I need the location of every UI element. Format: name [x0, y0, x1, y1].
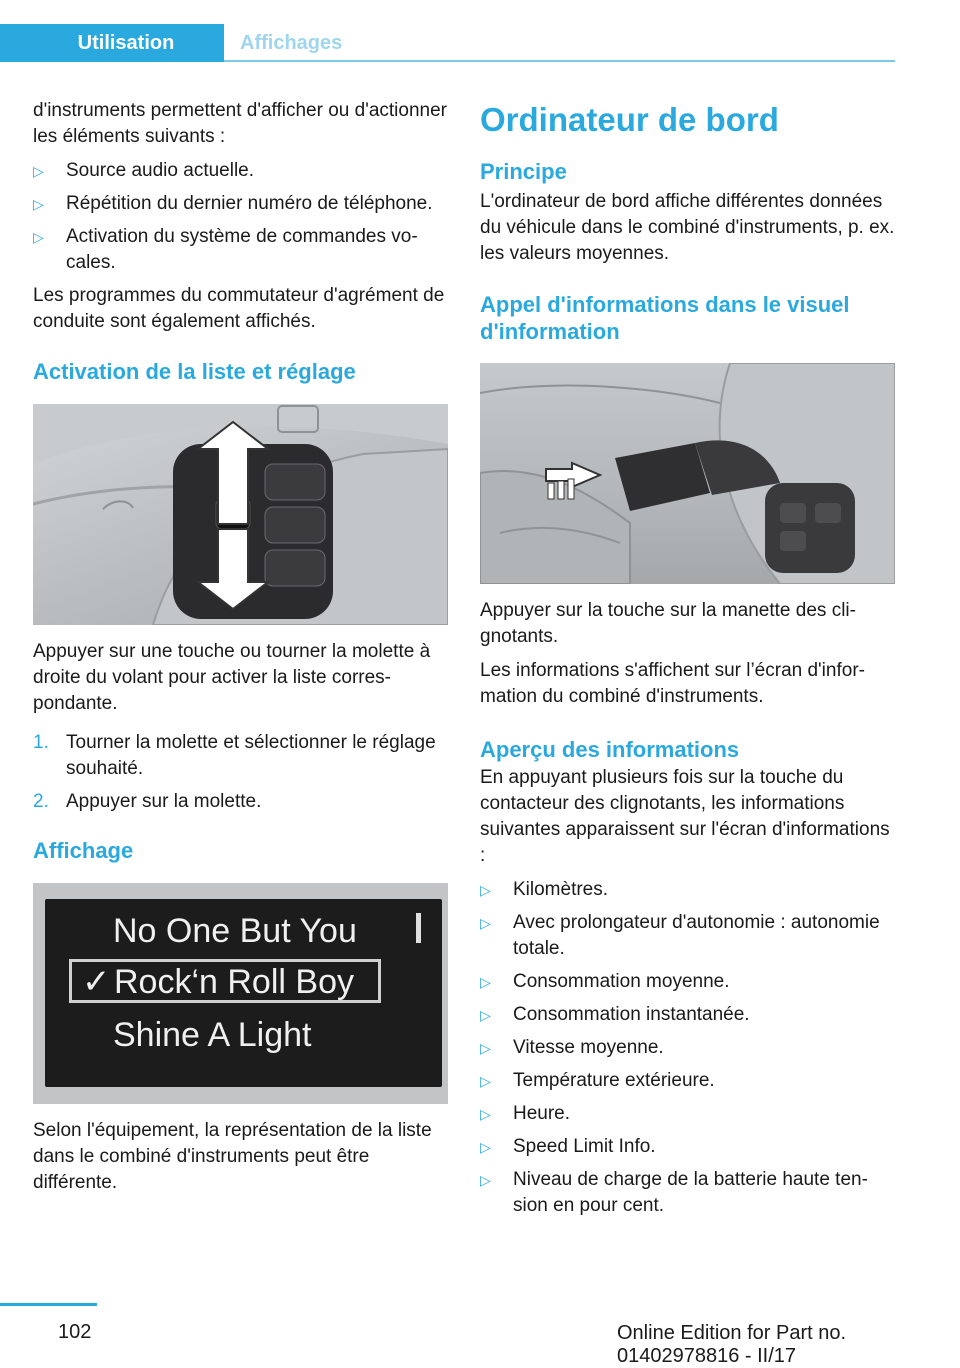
display-item-selected: Rock‘n Roll Boy — [114, 963, 354, 1001]
list-item — [480, 910, 896, 962]
left-column — [33, 98, 449, 1196]
turn-signal-illustration — [480, 363, 895, 584]
list-item-text: Speed Limit Info. — [513, 1136, 656, 1157]
list-item-text: Source audio actuelle. — [66, 160, 255, 181]
triangle-bullet-icon: ▷ — [480, 1172, 491, 1188]
activation-heading: Activation de la liste et réglage — [33, 359, 356, 384]
triangle-bullet-icon: ▷ — [480, 1139, 491, 1155]
list-item-text: Kilomètres. — [513, 879, 609, 900]
affichage-heading: Affichage — [33, 838, 134, 863]
affichage-paragraph: Selon l'équipement, la représentation de la liste dans le combiné d'instruments peut être différente. — [33, 1120, 432, 1193]
right-column — [480, 100, 896, 1226]
page-number: 102 — [58, 1321, 92, 1343]
apercu-paragraph: En appuyant plusieurs fois sur la touche du contacteur des clignotants, les informations suivantes apparaissent sur l'écran d'informations : — [480, 767, 890, 866]
list-item-text: Consommation instantanée. — [513, 1004, 750, 1025]
list-item-text: Vitesse moyenne. — [513, 1037, 664, 1058]
list-item — [480, 1068, 896, 1094]
triangle-bullet-icon: ▷ — [480, 1040, 491, 1056]
scrollbar-indicator — [416, 913, 421, 943]
triangle-bullet-icon: ▷ — [480, 1073, 491, 1089]
step-item — [33, 789, 449, 815]
step-item — [33, 730, 449, 782]
feature-list — [33, 158, 449, 276]
display-item: Shine A Light — [113, 1016, 312, 1054]
triangle-bullet-icon: ▷ — [33, 229, 44, 245]
checkmark-icon: ✓ — [82, 963, 111, 1001]
display-panel — [45, 899, 442, 1087]
step-number: 2. — [33, 791, 49, 812]
list-item-text: Heure. — [513, 1103, 571, 1124]
appel-paragraph-1: Appuyer sur la touche sur la manette des clignotants. — [480, 600, 856, 647]
list-item — [480, 1101, 896, 1127]
triangle-bullet-icon: ▷ — [480, 915, 491, 931]
step-text: Appuyer sur la molette. — [66, 791, 262, 812]
info-list — [480, 877, 896, 1219]
principe-heading: Principe — [480, 159, 567, 184]
subsection-tab: Affichages — [240, 32, 343, 54]
list-item — [33, 191, 449, 217]
appel-heading: Appel d'informations dans le visuel d'information — [480, 292, 850, 344]
triangle-bullet-icon: ▷ — [480, 1007, 491, 1023]
intro-paragraph: d'instruments permettent d'afficher ou d'actionner les éléments suivants : — [33, 100, 447, 147]
triangle-bullet-icon: ▷ — [33, 196, 44, 212]
turn-signal-stalk-image — [480, 363, 895, 584]
steering-wheel-image — [33, 404, 448, 625]
page-header — [0, 0, 960, 62]
appel-paragraph-2: Les informations s'affichent sur l’écran d'information du combiné d'instruments. — [480, 660, 865, 707]
apercu-heading: Aperçu des informations — [480, 737, 740, 762]
triangle-bullet-icon: ▷ — [480, 882, 491, 898]
step-number: 1. — [33, 732, 49, 753]
list-item-text: Activation du système de commandes vocales. — [66, 226, 418, 273]
list-item-text: Avec prolongateur d'autonomie : autonomie totale. — [513, 912, 880, 959]
list-item — [480, 877, 896, 903]
list-item — [33, 224, 449, 276]
list-item — [480, 1002, 896, 1028]
list-item — [480, 1134, 896, 1160]
section-tab — [0, 24, 224, 62]
list-item — [33, 158, 449, 184]
edition-footer: Online Edition for Part no. 01402978816 - II/17 — [617, 1322, 847, 1367]
section-label: Utilisation — [77, 32, 175, 54]
list-item-text: Niveau de charge de la batterie haute tension en pour cent. — [513, 1169, 868, 1216]
step-text: Tourner la molette et sélectionner le réglage souhaité. — [66, 732, 436, 779]
triangle-bullet-icon: ▷ — [480, 1106, 491, 1122]
list-item — [480, 1167, 896, 1219]
programs-paragraph: Les programmes du commutateur d'agrément de conduite sont également affichés. — [33, 285, 445, 332]
triangle-bullet-icon: ▷ — [33, 163, 44, 179]
list-item — [480, 1035, 896, 1061]
display-list-image — [33, 883, 448, 1104]
header-divider — [224, 60, 895, 62]
list-item-text: Température extérieure. — [513, 1070, 715, 1091]
steps-list — [33, 730, 449, 815]
list-item-text: Consommation moyenne. — [513, 971, 730, 992]
footer-divider — [0, 1303, 97, 1306]
list-item-text: Répétition du dernier numéro de téléphone. — [66, 193, 433, 214]
principe-paragraph: L'ordinateur de bord affiche différentes données du véhicule dans le combiné d'instruments, p. ex. les valeurs moyennes. — [480, 191, 895, 264]
list-item — [480, 969, 896, 995]
page-title: Ordinateur de bord — [480, 101, 779, 138]
triangle-bullet-icon: ▷ — [480, 974, 491, 990]
steering-wheel-illustration — [33, 404, 448, 625]
display-item: No One But You — [113, 912, 357, 950]
display-selection-frame — [69, 959, 381, 1003]
activation-paragraph: Appuyer sur une touche ou tourner la molette à droite du volant pour activer la liste correspondante. — [33, 641, 431, 714]
